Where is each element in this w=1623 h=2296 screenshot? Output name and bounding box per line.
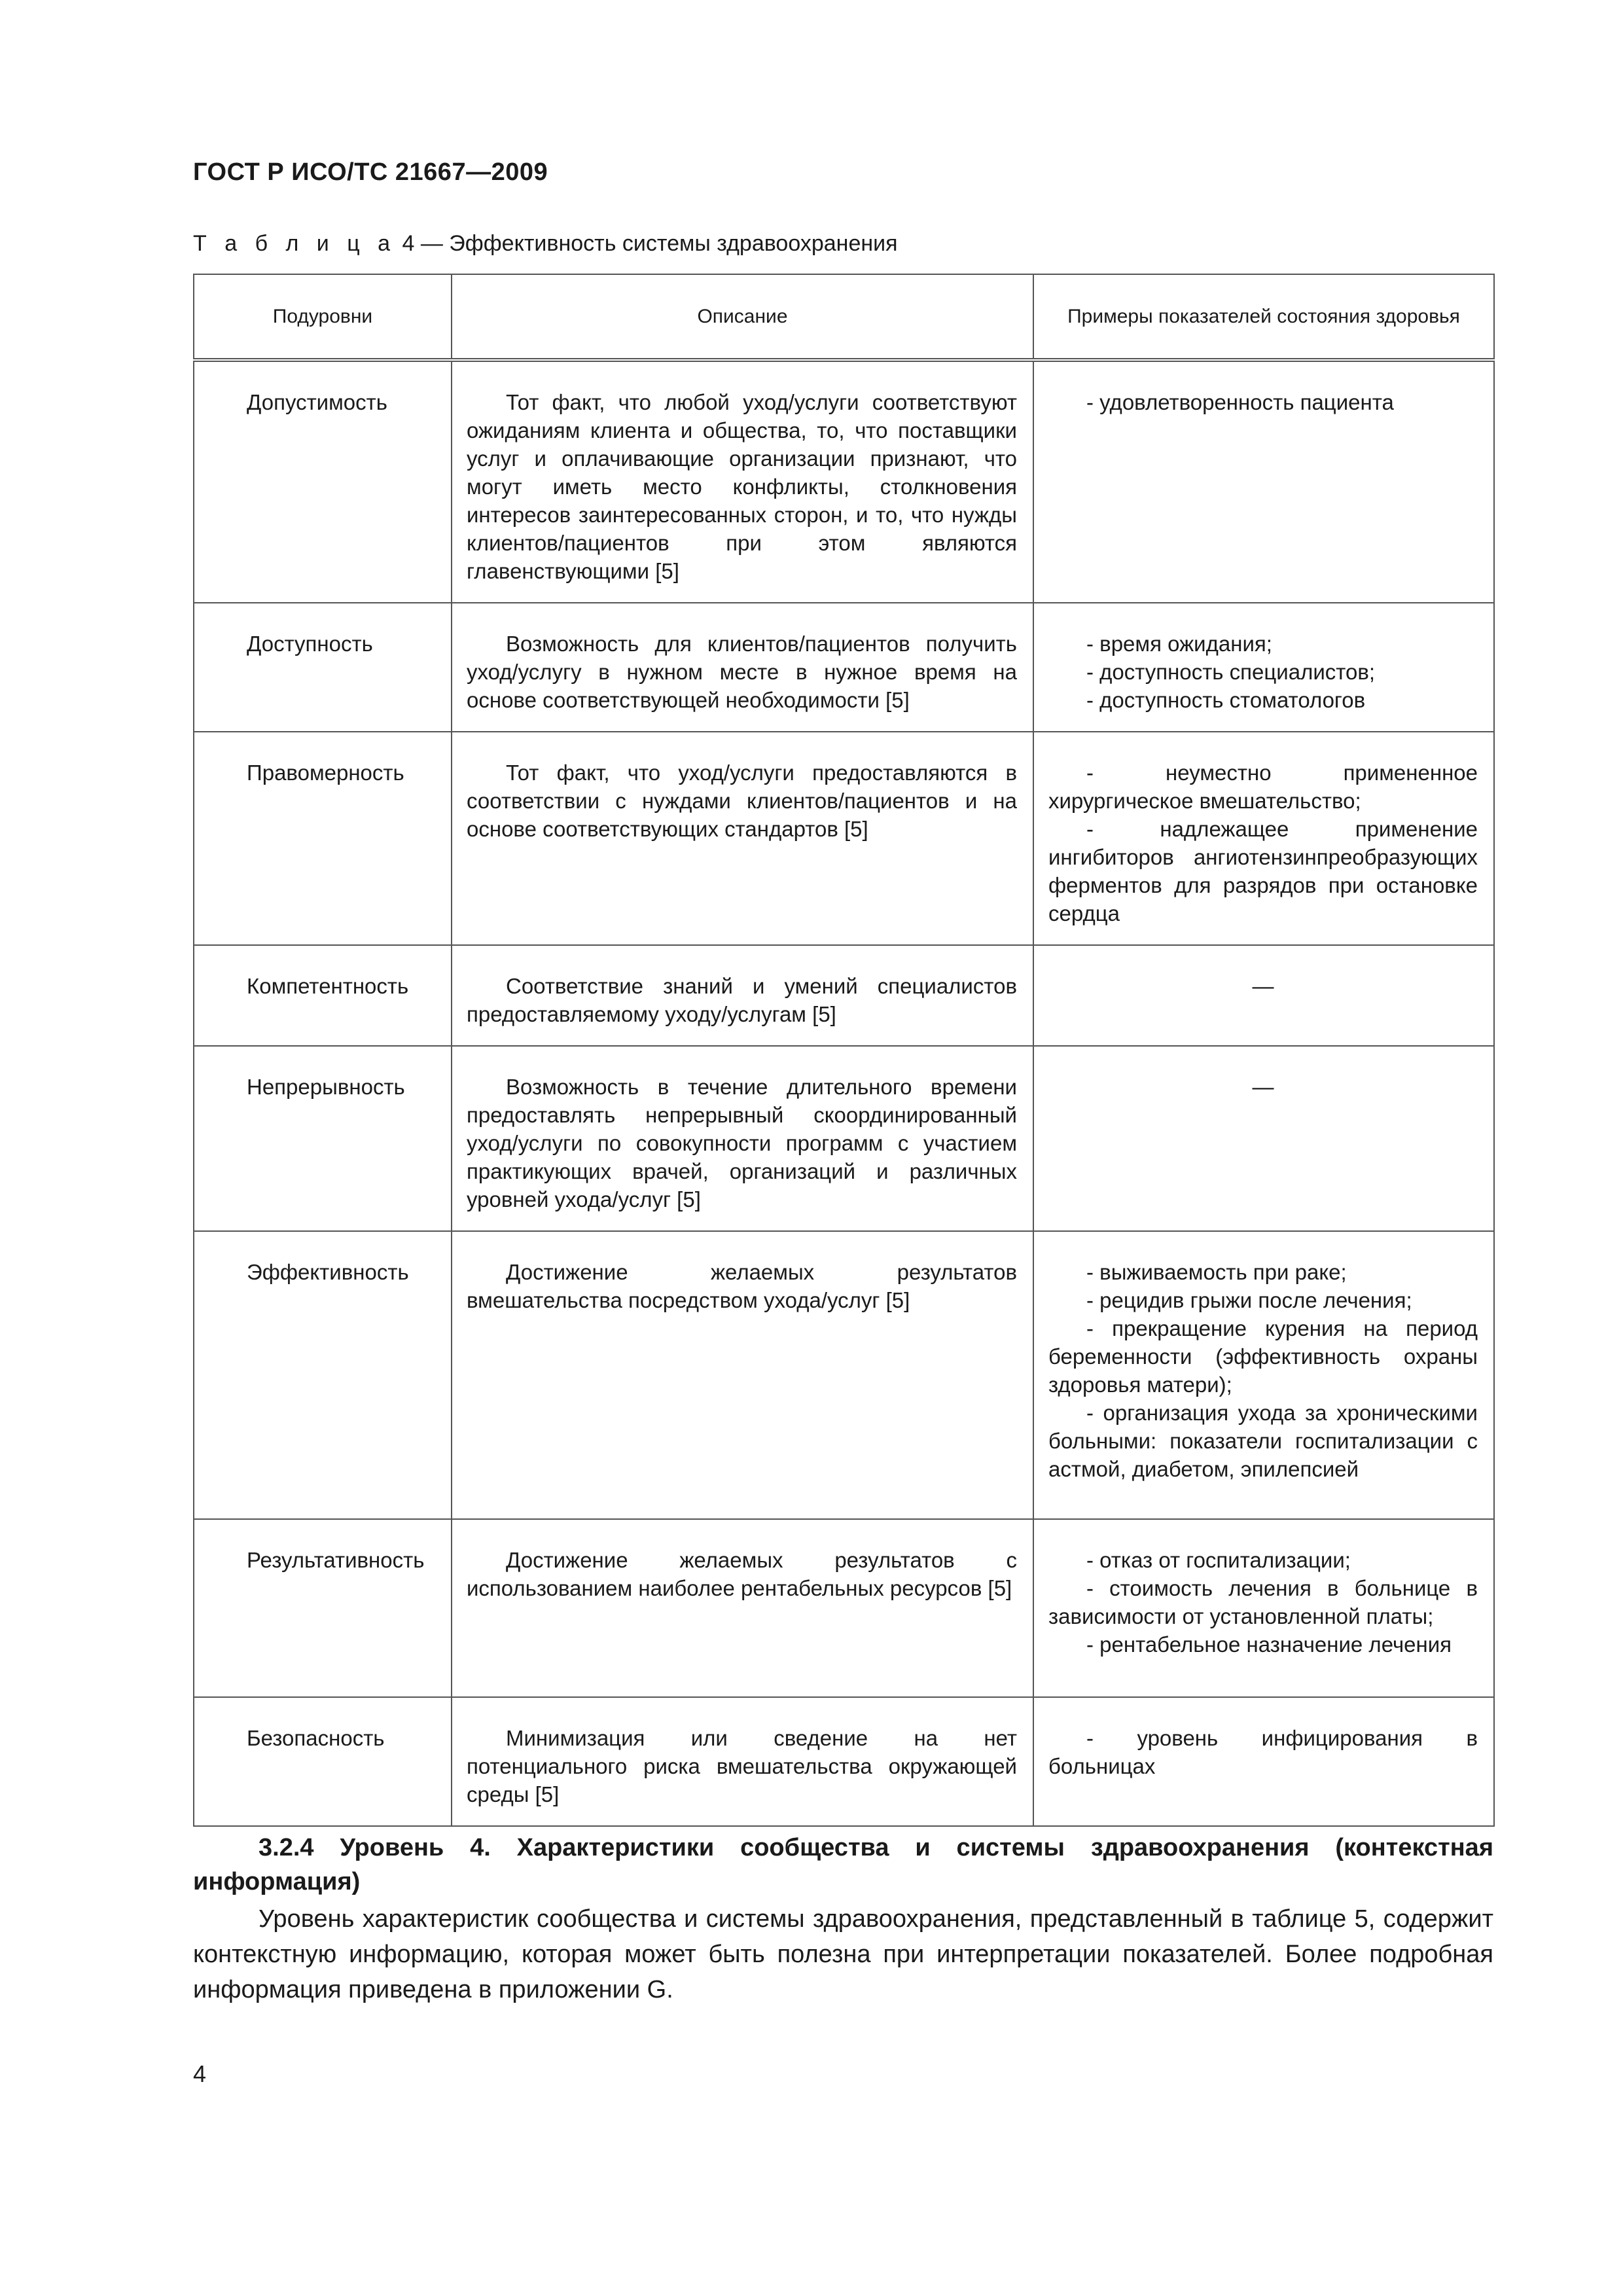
section-body: Уровень характеристик сообщества и системы здравоохранения, представленный в таблице 5, содержит контекстную информацию, которая может быть полезна при интерпретации показателей. Более подробная информация приведена в приложении G.: [193, 1905, 1493, 2003]
example-item: —: [1252, 1075, 1274, 1099]
example-item: - доступность специалистов;: [1086, 660, 1376, 684]
description-text: Возможность в течение длительного времени предоставлять непрерывный скоординированный уход/услуги по совокупности программ с участием практикующих врачей, организаций и различных уровней ухода/услуг [5]: [467, 1075, 1017, 1211]
row-description: [452, 360, 1033, 603]
row-level: Допустимость: [194, 360, 452, 603]
row-examples: [1033, 945, 1494, 1046]
example-item: - время ожидания;: [1086, 632, 1272, 656]
example-item: - организация ухода за хроническими больными: показатели госпитализации с астмой, диабетом, эпилепсией: [1048, 1401, 1478, 1481]
column-header-examples: Примеры показателей состояния здоровья: [1033, 274, 1494, 360]
example-item: - выживаемость при раке;: [1086, 1260, 1347, 1284]
row-examples: [1033, 732, 1494, 945]
example-item: - уровень инфицирования в больницах: [1048, 1726, 1478, 1778]
row-description: [452, 1231, 1033, 1519]
table-row: [194, 1046, 1494, 1231]
row-level: Правомерность: [194, 732, 452, 945]
description-text: Соответствие знаний и умений специалистов предоставляемому уходу/услугам [5]: [467, 974, 1017, 1026]
table-row: [194, 945, 1494, 1046]
example-item: - неуместно примененное хирургическое вмешательство;: [1048, 761, 1478, 813]
description-text: Тот факт, что уход/услуги предоставляются в соответствии с нуждами клиентов/пациентов и на основе соответствующих стандартов [5]: [467, 761, 1017, 841]
example-item: - рентабельное назначение лечения: [1086, 1632, 1452, 1657]
table-row: [194, 1519, 1494, 1697]
row-examples: [1033, 1046, 1494, 1231]
column-header-sublevels: Подуровни: [194, 274, 452, 360]
table-header-row: [194, 274, 1494, 360]
column-header-description: Описание: [452, 274, 1033, 360]
example-item: - надлежащее применение ингибиторов ангиотензинпреобразующих ферментов для разрядов при остановке сердца: [1048, 817, 1478, 925]
example-item: - доступность стоматологов: [1086, 688, 1366, 712]
table-row: [194, 1231, 1494, 1519]
row-examples: [1033, 360, 1494, 603]
row-examples: [1033, 1231, 1494, 1519]
row-description: [452, 732, 1033, 945]
row-description: [452, 1046, 1033, 1231]
description-text: Достижение желаемых результатов с использованием наиболее рентабельных ресурсов [5]: [467, 1548, 1017, 1600]
description-text: Минимизация или сведение на нет потенциального риска вмешательства окружающей среды [5]: [467, 1726, 1017, 1806]
row-description: [452, 603, 1033, 732]
row-description: [452, 945, 1033, 1046]
row-examples: [1033, 603, 1494, 732]
example-item: - удовлетворенность пациента: [1086, 390, 1394, 414]
table-row: [194, 1697, 1494, 1826]
section-title: 3.2.4 Уровень 4. Характеристики сообщества и системы здравоохранения (контекстная информация): [193, 1834, 1493, 1895]
description-text: Возможность для клиентов/пациентов получить уход/услугу в нужном месте в нужное время на основе соответствующей необходимости [5]: [467, 632, 1017, 712]
row-description: [452, 1697, 1033, 1826]
example-item: —: [1252, 974, 1274, 998]
row-examples: [1033, 1519, 1494, 1697]
page-number: 4: [193, 2060, 207, 2087]
example-item: - отказ от госпитализации;: [1086, 1548, 1351, 1572]
table-caption-prefix: Т а б л и ц а: [193, 231, 397, 256]
table-row: [194, 603, 1494, 732]
example-item: - стоимость лечения в больнице в зависимости от установленной платы;: [1048, 1576, 1478, 1628]
efficiency-table: [193, 274, 1495, 1827]
table-caption: [193, 231, 898, 257]
row-level: Результативность: [194, 1519, 452, 1697]
row-examples: [1033, 1697, 1494, 1826]
description-text: Тот факт, что любой уход/услуги соответствуют ожиданиям клиента и общества, то, что поставщики услуг и оплачивающие организации признают, что могут иметь место конфликты, столкновения интересов заинтересованных сторон, и то, что нужды клиентов/пациентов при этом являются главенствующими [5]: [467, 390, 1017, 583]
example-item: - рецидив грыжи после лечения;: [1086, 1288, 1412, 1312]
row-level: Доступность: [194, 603, 452, 732]
document-header: ГОСТ Р ИСО/ТС 21667—2009: [193, 158, 548, 186]
table-row: [194, 732, 1494, 945]
row-level: Эффективность: [194, 1231, 452, 1519]
row-description: [452, 1519, 1033, 1697]
row-level: Непрерывность: [194, 1046, 452, 1231]
table-row: [194, 360, 1494, 603]
table-caption-text: 4 — Эффективность системы здравоохранения: [396, 231, 898, 256]
row-level: Компетентность: [194, 945, 452, 1046]
description-text: Достижение желаемых результатов вмешательства посредством ухода/услуг [5]: [467, 1260, 1017, 1312]
row-level: Безопасность: [194, 1697, 452, 1826]
example-item: - прекращение курения на период беременности (эффективность охраны здоровья матери);: [1048, 1316, 1478, 1397]
